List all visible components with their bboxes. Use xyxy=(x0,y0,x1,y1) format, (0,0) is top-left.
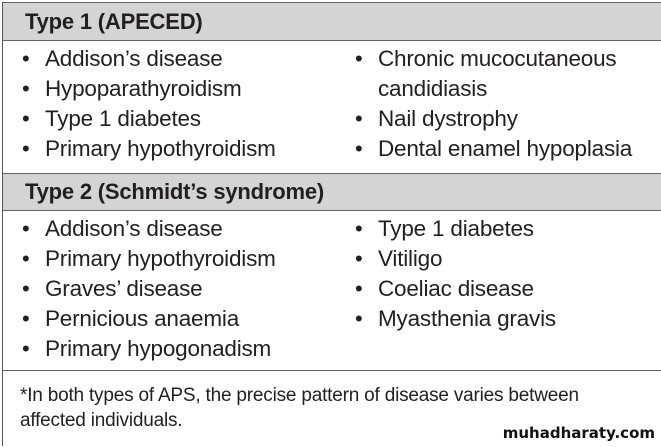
footnote-divider xyxy=(3,370,661,371)
list-item: • Primary hypothyroidism xyxy=(3,134,276,164)
type1-heading: Type 1 (APECED) xyxy=(25,9,203,34)
bullet-icon: • xyxy=(22,136,30,161)
list-item: • Vitiligo xyxy=(336,244,556,274)
bullet-icon: • xyxy=(22,306,30,331)
type1-right-list xyxy=(336,44,648,164)
list-item: • Dental enamel hypoplasia xyxy=(336,134,648,164)
bullet-icon: • xyxy=(355,136,363,161)
bullet-icon: • xyxy=(22,276,30,301)
list-item: • Graves’ disease xyxy=(3,274,276,304)
bullet-icon: • xyxy=(355,46,363,71)
list-item: • Type 1 diabetes xyxy=(336,214,556,244)
list-item: • Pernicious anaemia xyxy=(3,304,276,334)
list-item: • Hypoparathyroidism xyxy=(3,74,276,104)
bullet-icon: • xyxy=(22,46,30,71)
bullet-icon: • xyxy=(22,216,30,241)
list-item: • Coeliac disease xyxy=(336,274,556,304)
aps-table xyxy=(2,2,661,446)
list-item: • Primary hypogonadism xyxy=(3,334,276,364)
type2-left-list xyxy=(3,214,276,364)
bullet-icon: • xyxy=(355,216,363,241)
list-item: • Nail dystrophy xyxy=(336,104,648,134)
bullet-icon: • xyxy=(22,76,30,101)
bullet-icon: • xyxy=(355,276,363,301)
type2-header xyxy=(3,173,661,211)
list-item: • Addison’s disease xyxy=(3,214,276,244)
footnote: *In both types of APS, the precise pattern of disease varies between affected individuals. xyxy=(20,385,579,431)
type2-right-list xyxy=(336,214,556,334)
list-item: • Primary hypothyroidism xyxy=(3,244,276,274)
bullet-icon: • xyxy=(22,246,30,271)
type1-left-list xyxy=(3,44,276,164)
type1-header xyxy=(3,2,661,41)
watermark: muhadharaty.com xyxy=(502,424,655,442)
bullet-icon: • xyxy=(355,106,363,131)
list-item: • Myasthenia gravis xyxy=(336,304,556,334)
bullet-icon: • xyxy=(22,336,30,361)
bullet-icon: • xyxy=(22,106,30,131)
type2-heading: Type 2 (Schmidt’s syndrome) xyxy=(25,179,325,204)
list-item: • Addison’s disease xyxy=(3,44,276,74)
list-item: • Type 1 diabetes xyxy=(3,104,276,134)
list-item: • Chronic mucocutaneous candidiasis xyxy=(355,46,617,101)
bullet-icon: • xyxy=(355,306,363,331)
bullet-icon: • xyxy=(355,246,363,271)
